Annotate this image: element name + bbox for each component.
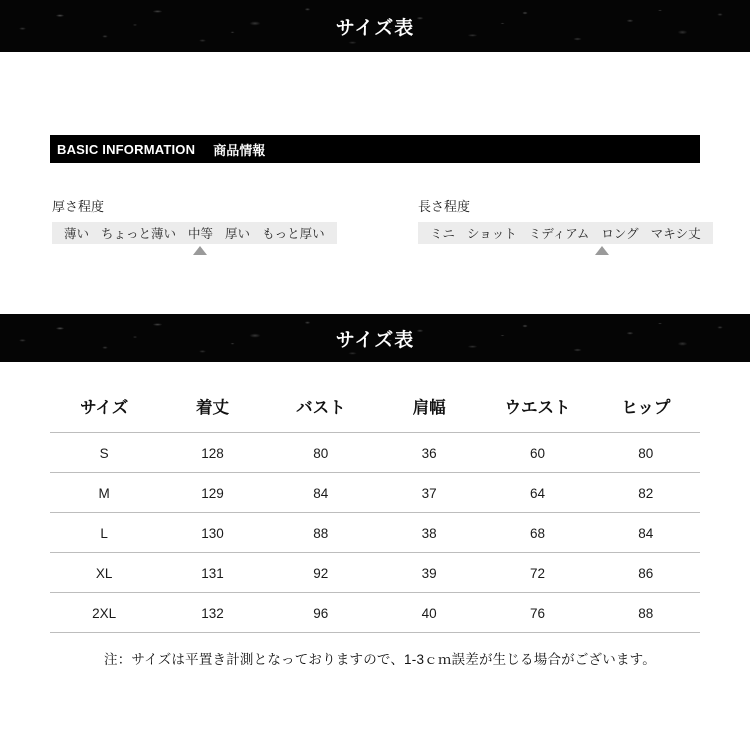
- cell-waist: 64: [483, 473, 591, 513]
- cell-waist: 76: [483, 593, 591, 633]
- table-row: [50, 553, 700, 593]
- cell-shoulder: 36: [375, 433, 483, 473]
- cell-hip: 88: [592, 593, 700, 633]
- cell-hip: 86: [592, 553, 700, 593]
- length-option-3: ロング: [601, 227, 639, 241]
- cell-hip: 80: [592, 433, 700, 473]
- thickness-selected-marker-icon: [193, 246, 207, 255]
- thickness-option-3: 厚い: [225, 227, 251, 241]
- cell-bust: 96: [267, 593, 375, 633]
- cell-size: S: [50, 433, 158, 473]
- table-row: [50, 473, 700, 513]
- cell-length: 131: [158, 553, 266, 593]
- cell-bust: 88: [267, 513, 375, 553]
- cell-size: M: [50, 473, 158, 513]
- cell-waist: 68: [483, 513, 591, 553]
- table-row: [50, 593, 700, 633]
- length-selected-marker-icon: [595, 246, 609, 255]
- thickness-marker-row: [52, 244, 337, 258]
- table-row: [50, 433, 700, 473]
- table-header-row: [50, 386, 700, 433]
- length-scale-label: 長さ程度: [418, 199, 471, 214]
- table-header-size: サイズ: [80, 399, 129, 417]
- cell-length: 128: [158, 433, 266, 473]
- cell-bust: 80: [267, 433, 375, 473]
- length-option-1: ショット: [467, 227, 517, 241]
- thickness-option-2: 中等: [188, 227, 214, 241]
- table-header-shoulder: 肩幅: [412, 399, 446, 417]
- size-table-wrapper: [50, 386, 700, 633]
- table-header-length: 着丈: [195, 399, 229, 417]
- cell-size: 2XL: [50, 593, 158, 633]
- cell-shoulder: 40: [375, 593, 483, 633]
- cell-shoulder: 38: [375, 513, 483, 553]
- length-marker-row: [418, 244, 713, 258]
- cell-hip: 84: [592, 513, 700, 553]
- thickness-scale-label: 厚さ程度: [52, 199, 105, 214]
- cell-shoulder: 39: [375, 553, 483, 593]
- table-row: [50, 513, 700, 553]
- table-header-waist: ウエスト: [504, 399, 571, 417]
- cell-length: 132: [158, 593, 266, 633]
- table-header-hip: ヒップ: [621, 399, 671, 417]
- size-table-banner-title: サイズ表: [335, 329, 415, 351]
- top-banner: [0, 0, 750, 52]
- cell-size: XL: [50, 553, 158, 593]
- length-option-2: ミディアム: [528, 227, 590, 241]
- thickness-scale: [52, 196, 337, 258]
- thickness-option-1: ちょっと薄い: [101, 227, 177, 241]
- length-option-0: ミニ: [430, 227, 456, 241]
- cell-waist: 72: [483, 553, 591, 593]
- top-banner-title: サイズ表: [335, 17, 415, 39]
- thickness-scale-options: [52, 222, 337, 244]
- length-scale-options: [418, 222, 713, 244]
- cell-hip: 82: [592, 473, 700, 513]
- size-table: [50, 386, 700, 633]
- cell-length: 130: [158, 513, 266, 553]
- cell-waist: 60: [483, 433, 591, 473]
- cell-size: L: [50, 513, 158, 553]
- length-scale: [418, 196, 713, 258]
- table-header-bust: バスト: [296, 399, 346, 417]
- cell-shoulder: 37: [375, 473, 483, 513]
- basic-information-bar: [50, 135, 700, 163]
- cell-bust: 92: [267, 553, 375, 593]
- basic-information-japanese-label: 商品情報: [213, 142, 266, 158]
- cell-bust: 84: [267, 473, 375, 513]
- size-table-banner: [0, 314, 750, 362]
- basic-information-english-label: BASIC INFORMATION: [57, 141, 196, 157]
- measurement-note: 注：サイズは平置き計測となっておりますので、1-3ｃｍ誤差が生じる場合がございます。: [104, 652, 656, 667]
- thickness-option-4: もっと厚い: [262, 227, 325, 241]
- thickness-option-0: 薄い: [64, 227, 90, 241]
- length-option-4: マキシ丈: [650, 227, 701, 241]
- cell-length: 129: [158, 473, 266, 513]
